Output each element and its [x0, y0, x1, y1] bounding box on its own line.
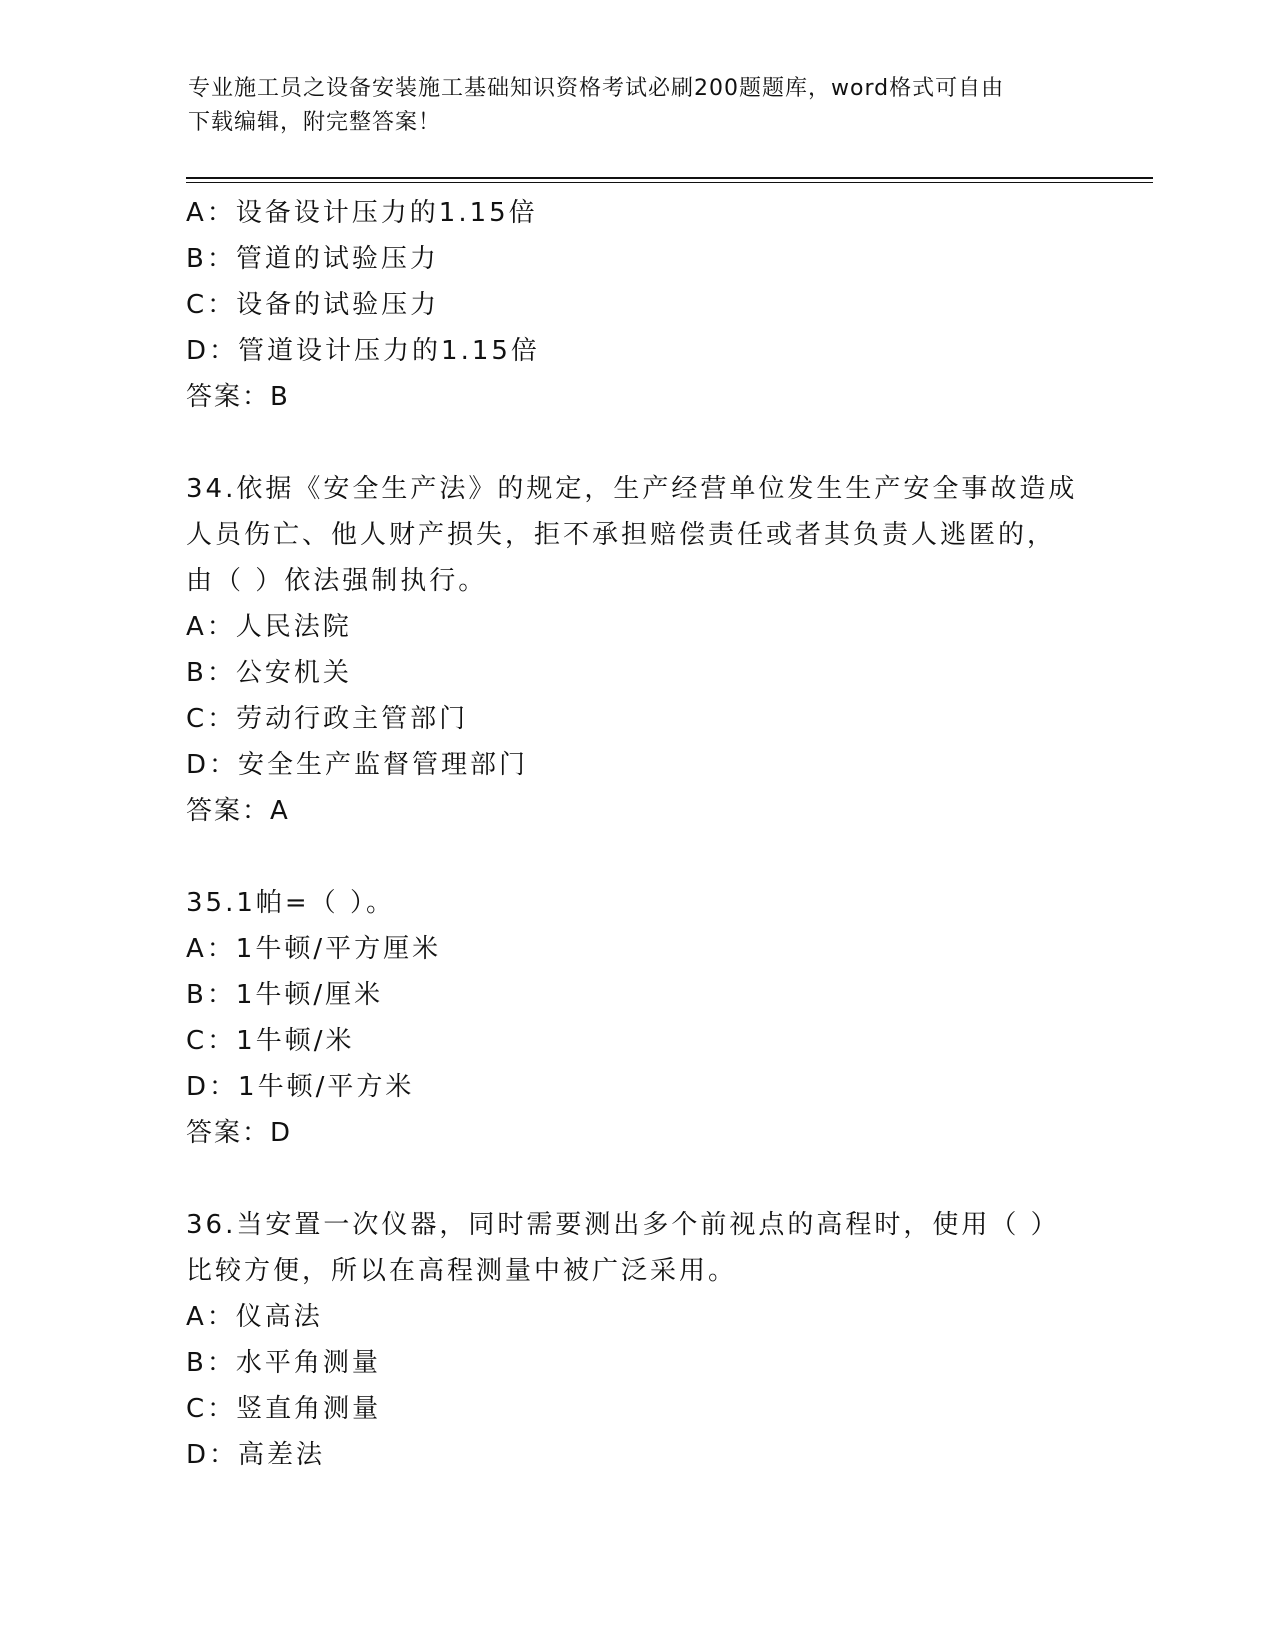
document-header: [188, 72, 1088, 140]
option-b: B：管道的试验压力: [186, 244, 439, 274]
option-b: B：水平角测量: [186, 1348, 381, 1378]
header-line-1: 专业施工员之设备安装施工基础知识资格考试必刷200题题库，word格式可自由: [188, 76, 1005, 101]
question-text-line: 35.1帕=（ ）。: [186, 888, 395, 918]
option-d: D：高差法: [186, 1440, 326, 1470]
question-spacer: [186, 420, 1086, 466]
question-35: [186, 880, 1086, 1156]
option-d: D：管道设计压力的1.15倍: [186, 336, 540, 366]
option-d: D：1牛顿/平方米: [186, 1072, 415, 1102]
answer-line: 答案：D: [186, 1118, 293, 1148]
option-b: B：1牛顿/厘米: [186, 980, 384, 1010]
option-a: A：1牛顿/平方厘米: [186, 934, 442, 964]
answer-line: 答案：B: [186, 382, 290, 412]
question-text-line: 34.依据《安全生产法》的规定，生产经营单位发生生产安全事故造成: [186, 474, 1078, 504]
question-34: [186, 466, 1086, 834]
question-spacer: [186, 834, 1086, 880]
header-line-2: 下载编辑，附完整答案！: [188, 110, 442, 135]
question-text-line: 36.当安置一次仪器，同时需要测出多个前视点的高程时，使用（ ）: [186, 1210, 1060, 1240]
question-text-line: 由（ ）依法强制执行。: [186, 566, 488, 596]
header-divider-thin: [186, 182, 1153, 183]
option-c: C：1牛顿/米: [186, 1026, 355, 1056]
question-text-line: 比较方便，所以在高程测量中被广泛采用。: [186, 1256, 738, 1286]
question-33: [186, 190, 1086, 420]
option-a: A：仪高法: [186, 1302, 323, 1332]
question-list: [186, 190, 1086, 1478]
option-a: A：设备设计压力的1.15倍: [186, 198, 538, 228]
answer-line: 答案：A: [186, 796, 290, 826]
option-c: C：劳动行政主管部门: [186, 704, 469, 734]
header-divider-thick: [186, 177, 1153, 179]
question-text-line: 人员伤亡、他人财产损失，拒不承担赔偿责任或者其负责人逃匿的，: [186, 520, 1057, 550]
question-spacer: [186, 1156, 1086, 1202]
option-c: C：竖直角测量: [186, 1394, 382, 1424]
option-d: D：安全生产监督管理部门: [186, 750, 529, 780]
option-a: A：人民法院: [186, 612, 352, 642]
option-b: B：公安机关: [186, 658, 352, 688]
question-36: [186, 1202, 1086, 1478]
option-c: C：设备的试验压力: [186, 290, 440, 320]
